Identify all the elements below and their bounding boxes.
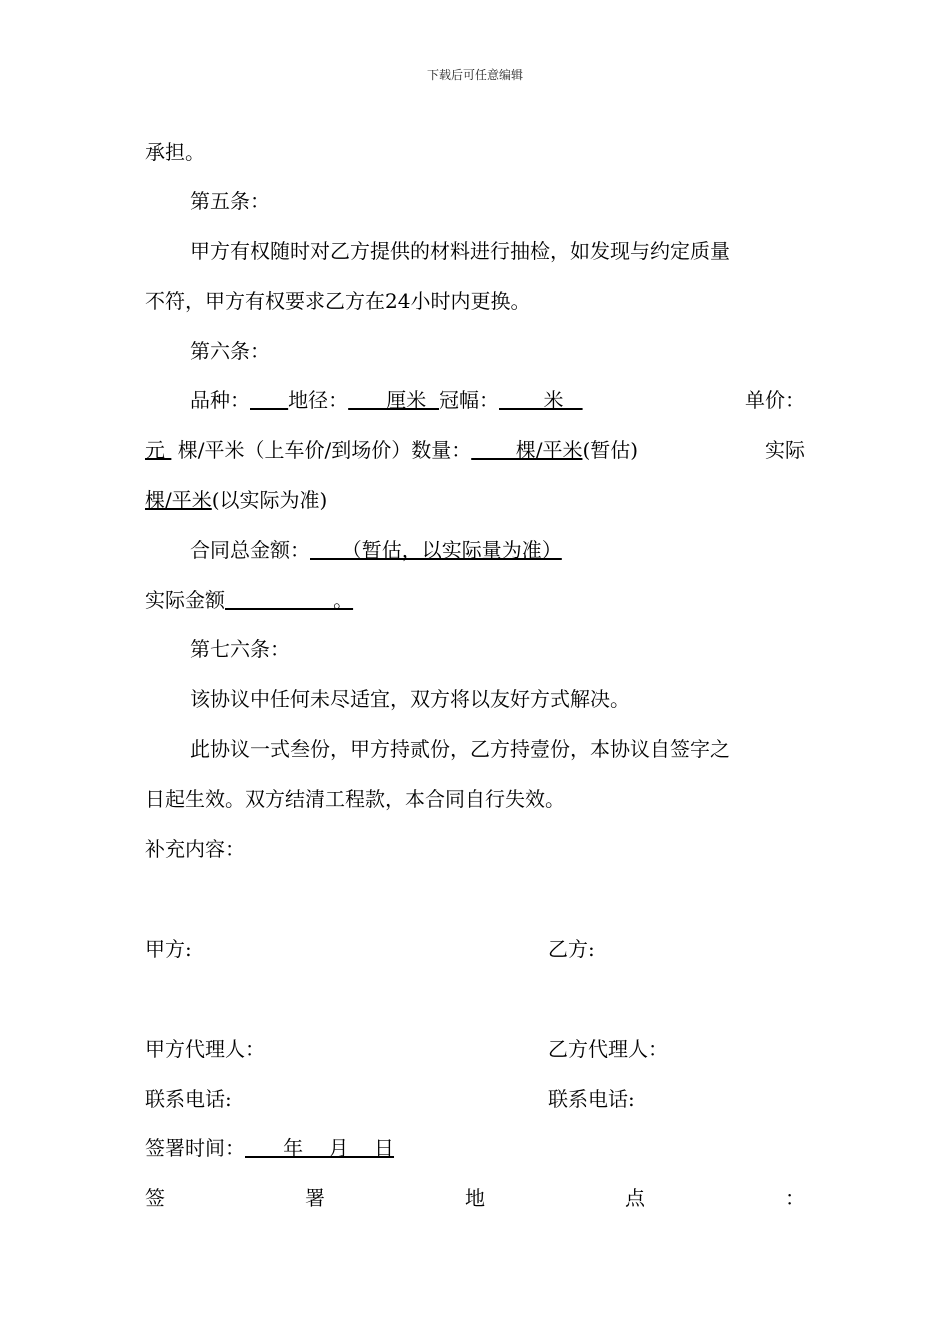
sign-place-colon: ：	[785, 1186, 805, 1210]
supplement-label: 补充内容：	[145, 837, 245, 861]
article-7-text-1: 该协议中任何未尽适宜，双方将以友好方式解决。	[190, 687, 630, 711]
spec-line	[190, 385, 805, 415]
agent-b-label: 乙方代理人：	[548, 1037, 668, 1061]
sign-place-char-4: 点	[625, 1186, 645, 1210]
actual-amount-blank: 。	[225, 588, 354, 612]
article-5-title: 第五条：	[190, 189, 270, 213]
agent-a-label: 甲方代理人：	[145, 1037, 265, 1061]
sign-place-char-3: 地	[465, 1186, 485, 1210]
price-quantity-line	[145, 435, 805, 465]
variety-blank	[250, 385, 288, 415]
article-6-title: 第六条：	[190, 339, 270, 363]
paragraph-continuation: 承担。	[145, 140, 205, 164]
sign-place-char-2: 署	[305, 1186, 325, 1210]
actual-note: (以实际为准)	[211, 488, 328, 512]
unit-price-label: 单价：	[745, 388, 805, 412]
sign-place-line	[145, 1183, 805, 1213]
sign-place-char-1: 签	[145, 1186, 165, 1210]
sign-date-line	[145, 1133, 394, 1163]
unit-text: 棵/平米（上车价/到场价）数量：	[171, 438, 472, 462]
crown-label: 冠幅：	[439, 388, 500, 412]
phone-a-label: 联系电话:	[145, 1087, 232, 1111]
actual-unit: 棵/平米	[145, 488, 212, 512]
party-b-label: 乙方:	[548, 937, 595, 961]
watermark-header: 下载后可任意编辑	[426, 68, 523, 82]
phone-b-label: 联系电话:	[548, 1087, 635, 1111]
diameter-label: 地径：	[288, 388, 349, 412]
actual-unit-line	[145, 485, 327, 515]
article-7-text-3: 日起生效。双方结清工程款，本合同自行失效。	[145, 787, 565, 811]
estimate-note: (暂估)	[582, 438, 639, 462]
price-yuan: 元	[145, 438, 172, 462]
quantity-blank: 棵/平米	[471, 438, 583, 462]
sign-date-label: 签署时间：	[145, 1136, 245, 1160]
total-amount-line	[190, 535, 562, 565]
article-7-title: 第七六条：	[190, 637, 290, 661]
party-a-label: 甲方:	[145, 937, 192, 961]
variety-label: 品种：	[190, 388, 250, 412]
article-5-text-line-2: 不符，甲方有权要求乙方在24小时内更换。	[145, 289, 531, 313]
crown-blank: 米	[499, 388, 583, 412]
total-amount-blank: （暂估，以实际量为准）	[310, 538, 562, 562]
article-7-text-2: 此协议一式叁份，甲方持贰份，乙方持壹份，本协议自签字之	[190, 737, 730, 761]
actual-amount-line	[145, 585, 353, 615]
article-5-text-line-1: 甲方有权随时对乙方提供的材料进行抽检，如发现与约定质量	[190, 239, 730, 263]
diameter-blank: 厘米	[348, 388, 440, 412]
actual-amount-label: 实际金额	[145, 588, 225, 612]
total-amount-label: 合同总金额：	[190, 538, 310, 562]
sign-date-blank: 年 月 日	[245, 1136, 395, 1160]
actual-label: 实际	[765, 438, 805, 462]
